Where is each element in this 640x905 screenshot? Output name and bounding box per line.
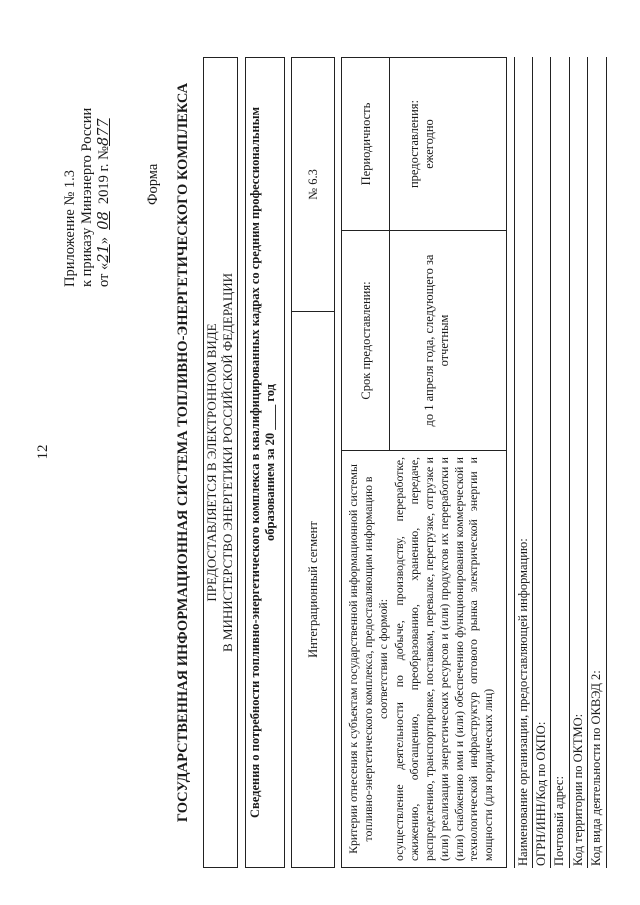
segment-row xyxy=(291,57,335,868)
segment-number: № 6.3 xyxy=(306,169,320,200)
periodicity-header: Периодичность предоставления: xyxy=(342,58,390,230)
main-title: ГОСУДАРСТВЕННАЯ ИНФОРМАЦИОННАЯ СИСТЕМА ТОПЛИВНО-ЭНЕРГЕТИЧЕСКОГО КОМПЛЕКСА xyxy=(175,82,191,823)
criteria-body: осуществление деятельности по добыче, производству, переработке, сжижению, обогащению, преобразованию, хранению, передаче, распределению, транспортировке, поставкам, перевалке, перегрузке, отгрузке и (или) реализации энергетических ресурсов и (или) продуктов их переработки и (или) снабжению ими и (или) обеспечению функционирования коммерческой и технологической инфраструктур оптового рынка электрической энергии и мощности (для юридических лиц) xyxy=(392,457,496,861)
criteria-cell xyxy=(342,450,506,867)
handwritten-month: 08 xyxy=(96,211,112,230)
report-title-box: Сведения о потребности топливно-энергетического комплекса в квалифицированных кадрах со средним профессиональным образованием за 20 ____ год xyxy=(245,57,285,868)
segment-label: Интеграционный сегмент xyxy=(292,311,334,867)
form-label: Форма xyxy=(145,163,161,205)
page-number: 12 xyxy=(35,444,51,460)
appendix-date-line: от «21» 08 2019 г. №877 xyxy=(96,118,112,287)
deadline-value: до 1 апреля года, следующего за отчетным xyxy=(422,254,451,427)
handwritten-day: 21 xyxy=(96,244,112,263)
criteria-table xyxy=(341,57,507,868)
org-okved-field: Код вида деятельности по ОКВЭД 2: xyxy=(588,57,607,868)
periodicity-cell xyxy=(342,58,506,230)
org-name-field: Наименование организации, предоставляющей информацию: xyxy=(514,57,533,868)
appendix-order-ref: к приказу Минэнерго России xyxy=(79,107,95,287)
appendix-block xyxy=(62,17,113,287)
deadline-header: Срок предоставления: xyxy=(342,231,390,450)
handwritten-order-number: 877 xyxy=(96,118,112,147)
appendix-title: Приложение № 1.3 xyxy=(62,169,78,287)
org-ogrn-field: ОГРН/ИНН/Код по ОКПО: xyxy=(533,57,552,868)
criteria-header: Критерии отнесения к субъектам государственной информационной системы топливно-энергетического комплекса, предоставляющим информацию в соответствии с формой: xyxy=(346,464,390,854)
org-address-field: Почтовый адрес: xyxy=(551,57,570,868)
org-oktmo-field: Код территории по ОКТМО: xyxy=(570,57,589,868)
deadline-cell xyxy=(342,230,506,450)
organization-fields xyxy=(514,57,607,868)
submission-header-box: ПРЕДОСТАВЛЯЕТСЯ В ЭЛЕКТРОННОМ ВИДЕ В МИНИСТЕРСТВО ЭНЕРГЕТИКИ РОССИЙСКОЙ ФЕДЕРАЦИИ xyxy=(203,57,238,868)
periodicity-value: ежегодно xyxy=(422,119,436,169)
